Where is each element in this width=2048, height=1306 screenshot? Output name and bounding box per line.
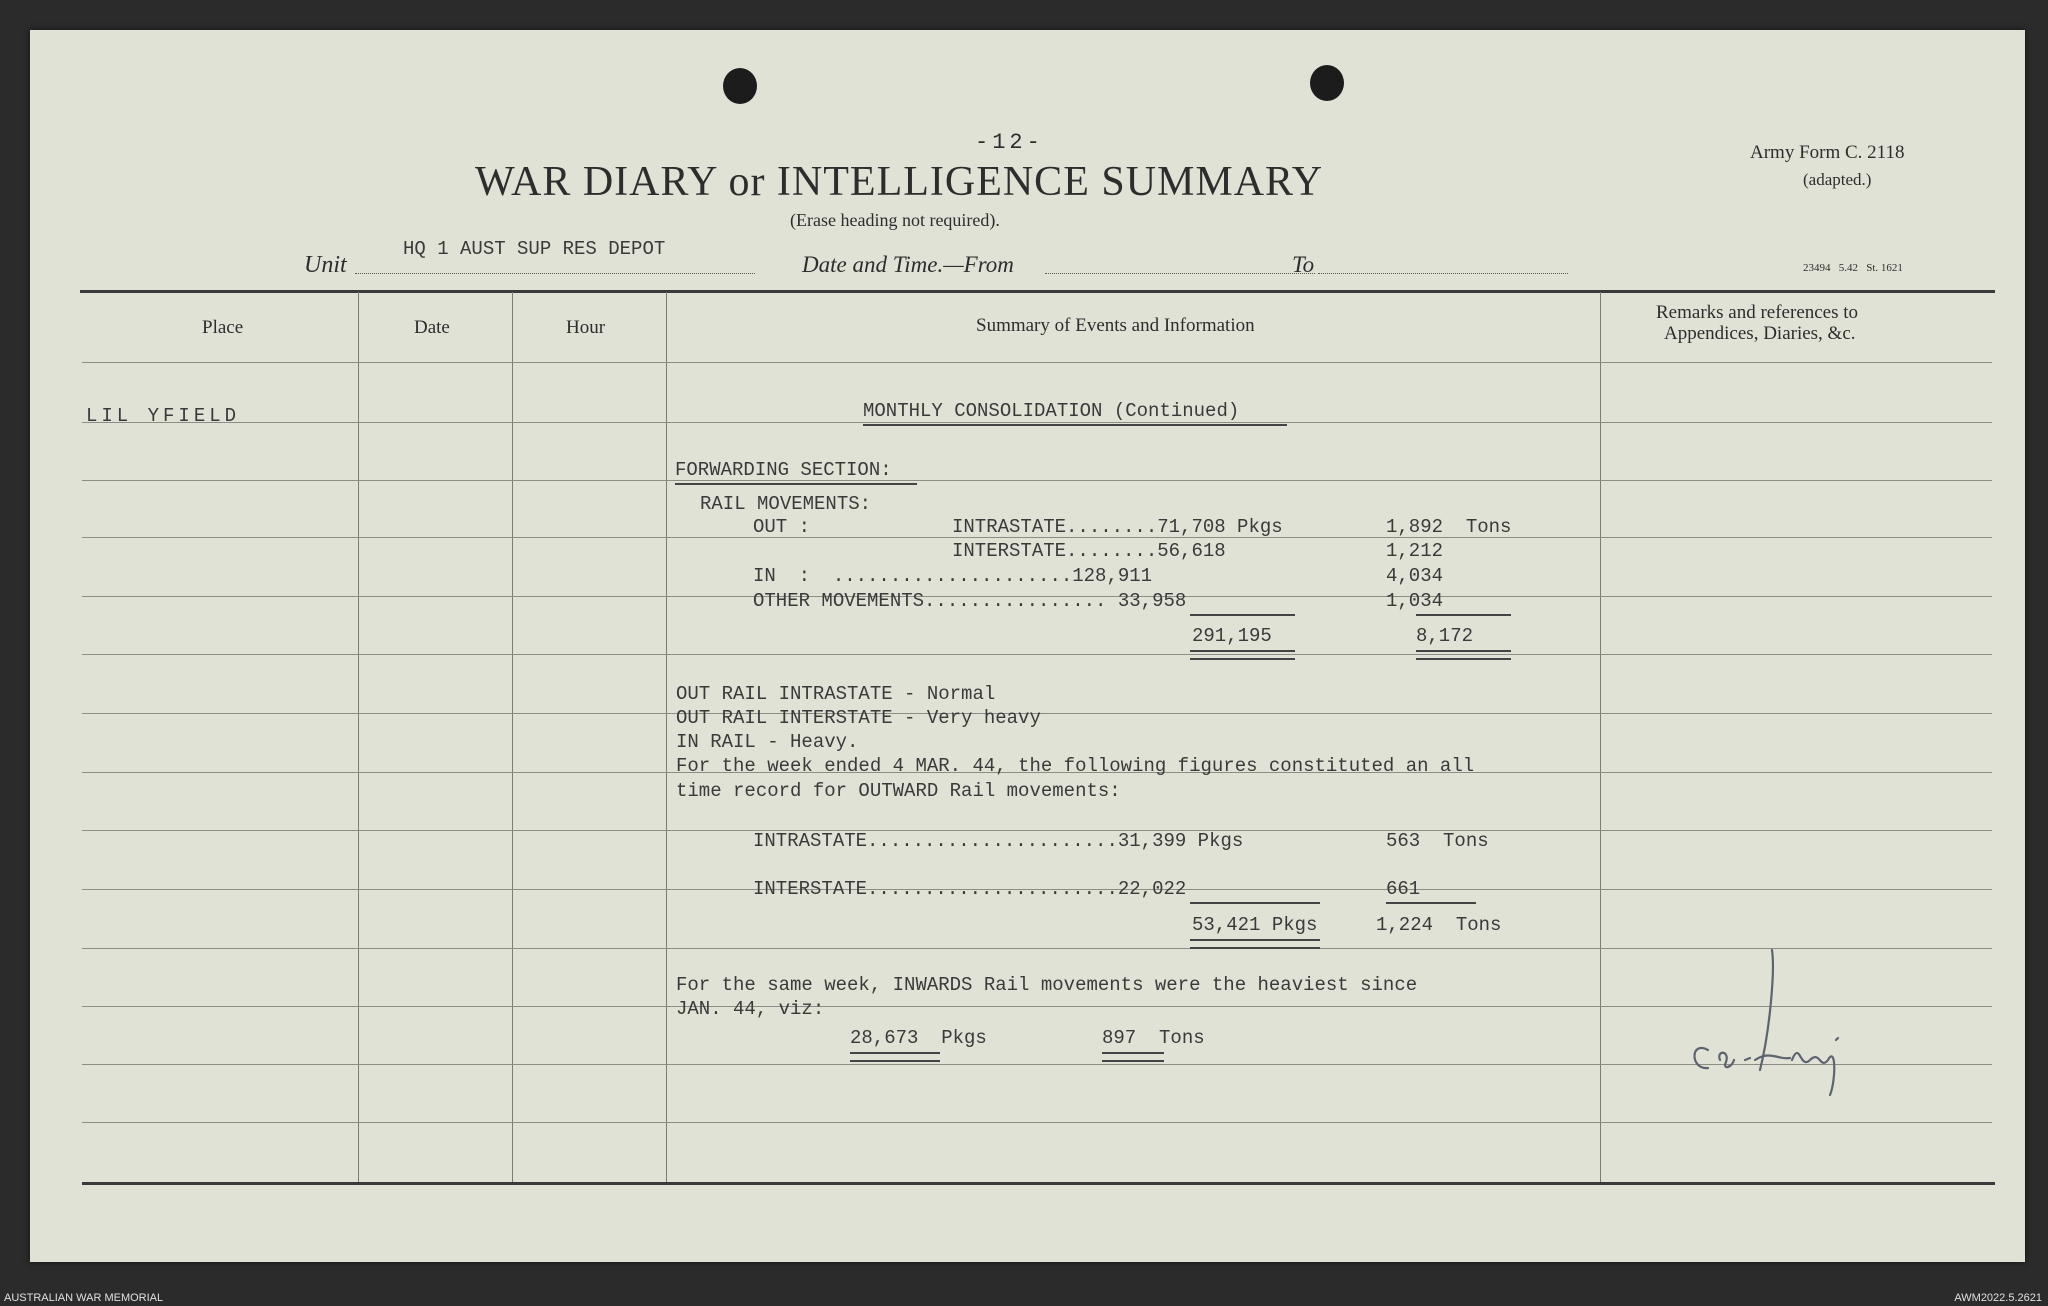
col-divider-date [512,292,513,1182]
punch-hole-left [723,68,757,104]
in-tons: 4,034 [1386,565,1444,587]
intrastate-line: INTRASTATE........71,708 Pkgs [952,516,1283,538]
to-dotline [1318,273,1568,274]
from-dotline [1045,273,1315,274]
col-divider-summary [1600,292,1601,1182]
other-movements-line: OTHER MOVEMENTS................ 33,958 [753,590,1187,612]
total-pkgs-double-underline [1190,650,1295,660]
page-title: WAR DIARY or INTELLIGENCE SUMMARY [475,159,1324,205]
intrastate-tons: 1,892 Tons [1386,516,1512,538]
col-header-place: Place [202,317,244,338]
col-header-summary: Summary of Events and Information [976,315,1255,336]
form-code: 23494 5.42 St. 1621 [1803,262,1903,274]
subtotal-underline-tons [1416,614,1511,616]
row-rule [82,654,1992,655]
forwarding-section: FORWARDING SECTION: [675,459,892,481]
col-header-remarks-2: Appendices, Diaries, &c. [1664,323,1856,344]
unit-label: Unit [304,252,347,278]
total-tons: 8,172 [1416,625,1474,647]
note-line: time record for OUTWARD Rail movements: [676,780,1121,802]
note-line: OUT RAIL INTRASTATE - Normal [676,683,996,705]
in-line: IN : .....................128,911 [753,565,1153,587]
subtotal-underline-pkgs [1190,614,1295,616]
out-label: OUT : [753,516,811,538]
note-line: For the week ended 4 MAR. 44, the following figures constituted an all [676,755,1475,777]
page-subtitle: (Erase heading not required). [790,210,1000,230]
rail-movements: RAIL MOVEMENTS: [700,493,872,515]
interstate-line: INTERSTATE........56,618 [952,540,1226,562]
record-subtotal-underline-pkgs [1190,902,1320,904]
page-number: -12- [975,130,1044,155]
record-total-tons: 1,224 Tons [1376,914,1502,936]
inwards-pkgs-double-underline [850,1052,940,1062]
inwards-tons: 897 Tons [1102,1027,1205,1049]
col-header-remarks-1: Remarks and references to [1656,302,1859,323]
inwards-line: JAN. 44, viz: [676,998,825,1020]
col-header-hour: Hour [566,317,606,338]
diary-sheet [30,30,2025,1262]
row-rule [82,362,1992,363]
inwards-pkgs: 28,673 Pkgs [850,1027,987,1049]
record-interstate-line: INTERSTATE......................22,022 [753,878,1187,900]
row-rule [82,480,1992,481]
total-pkgs: 291,195 [1192,625,1272,647]
punch-hole-right [1310,65,1344,101]
unit-dotline [355,273,755,274]
other-tons: 1,034 [1386,590,1444,612]
footer-right: AWM2022.5.2621 [1954,1292,2042,1304]
record-total-pkgs: 53,421 Pkgs [1192,914,1318,936]
record-subtotal-underline-tons [1386,902,1476,904]
col-divider-place [358,292,359,1182]
place-value: LIL YFIELD [86,405,241,427]
to-label: To [1292,252,1315,277]
footer-left: AUSTRALIAN WAR MEMORIAL [4,1292,164,1304]
row-rule [82,1122,1992,1123]
adapted-label: (adapted.) [1803,170,1872,189]
col-header-date: Date [414,317,450,338]
inwards-tons-double-underline [1102,1052,1164,1062]
inwards-line: For the same week, INWARDS Rail movements were the heaviest since [676,974,1418,996]
summary-heading: MONTHLY CONSOLIDATION (Continued) [863,400,1240,422]
interstate-tons: 1,212 [1386,540,1444,562]
unit-value: HQ 1 AUST SUP RES DEPOT [403,238,666,260]
record-total-double-underline-pkgs [1190,939,1320,949]
forwarding-section-underline [675,483,917,485]
signature [1660,910,1880,1110]
note-line: IN RAIL - Heavy. [676,731,859,753]
record-interstate-tons: 661 [1386,878,1421,900]
record-intrastate-tons: 563 Tons [1386,830,1489,852]
total-tons-double-underline [1416,650,1511,660]
record-intrastate-line: INTRASTATE......................31,399 Pkgs [753,830,1244,852]
table-bottom-rule [82,1182,1995,1185]
row-rule [82,422,1992,423]
table-top-rule [80,290,1995,293]
col-divider-hour [666,292,667,1182]
summary-heading-underline [863,424,1287,426]
note-line: OUT RAIL INTERSTATE - Very heavy [676,707,1041,729]
army-form-label: Army Form C. 2118 [1750,142,1905,163]
date-time-label: Date and Time.—From [802,252,1014,277]
